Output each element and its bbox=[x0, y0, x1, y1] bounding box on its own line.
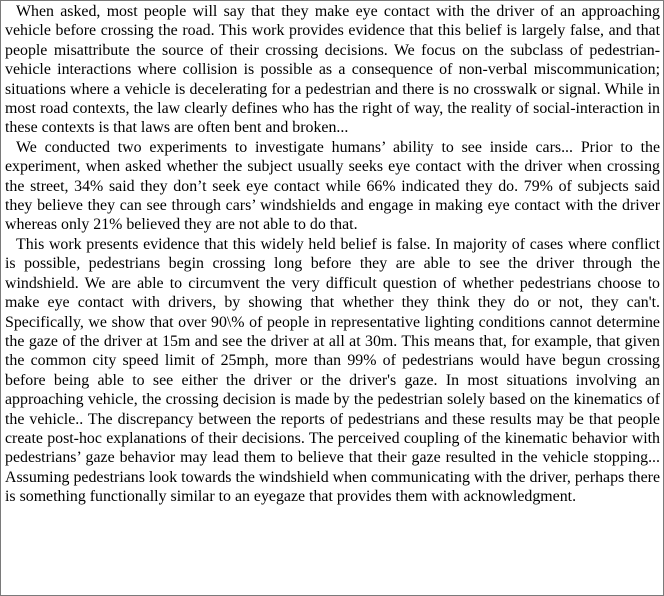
paragraph-intro: When asked, most people will say that they make eye contact with the driver of an approaching vehicle before crossing the road. This work provides evidence that this belief is largely false, and that people misattribute the source of their crossing decisions. We focus on the subclass of pedestrian-vehicle interactions where collision is possible as a consequence of non-verbal miscommunication; situations where a vehicle is decelerating for a pedestrian and there is no crosswalk or signal. While in most road contexts, the law clearly defines who has the right of way, the reality of social-interaction in these contexts is that laws are often bent and broken... bbox=[5, 3, 660, 137]
paragraph-experiments: We conducted two experiments to investigate humans’ ability to see inside cars... Prior to the experiment, when asked whether the subject usually seeks eye contact with the driver when crossing the street, 34% said they don’t seek eye contact while 66% indicated they do. 79% of subjects said they believe they can see through cars’ windshields and engage in making eye contact with the driver whereas only 21% believed they are not able to do that. bbox=[5, 138, 660, 234]
paragraph-evidence: This work presents evidence that this widely held belief is false. In majority of cases where conflict is possible, pedestrians begin crossing long before they are able to see the driver through the windshield. We are able to circumvent the very difficult question of whether pedestrians choose to make eye contact with drivers, by showing that whether they think they do or not, they can't. Specifically, we show that over 90\% of people in representative lighting conditions cannot determine the gaze of the driver at 15m and see the driver at all at 30m. This means that, for example, that given the common city speed limit of 25mph, more than 99% of pedestrians would have begun crossing before being able to see either the driver or the driver's gaze. In most situations involving an approaching vehicle, the crossing decision is made by the pedestrian solely based on the kinematics of the vehicle.. The discrepancy between the reports of pedestrians and these results may be that people create post-hoc explanations of their decisions. The perceived coupling of the kinematic behavior with pedestrians’ gaze behavior may lead them to believe that their gaze resulted in the vehicle stopping... Assuming pedestrians look towards the windshield when communicating with the driver, perhaps there is something functionally similar to an eyegaze that provides them with acknowledgment. bbox=[5, 235, 660, 506]
document-body bbox=[5, 2, 660, 507]
